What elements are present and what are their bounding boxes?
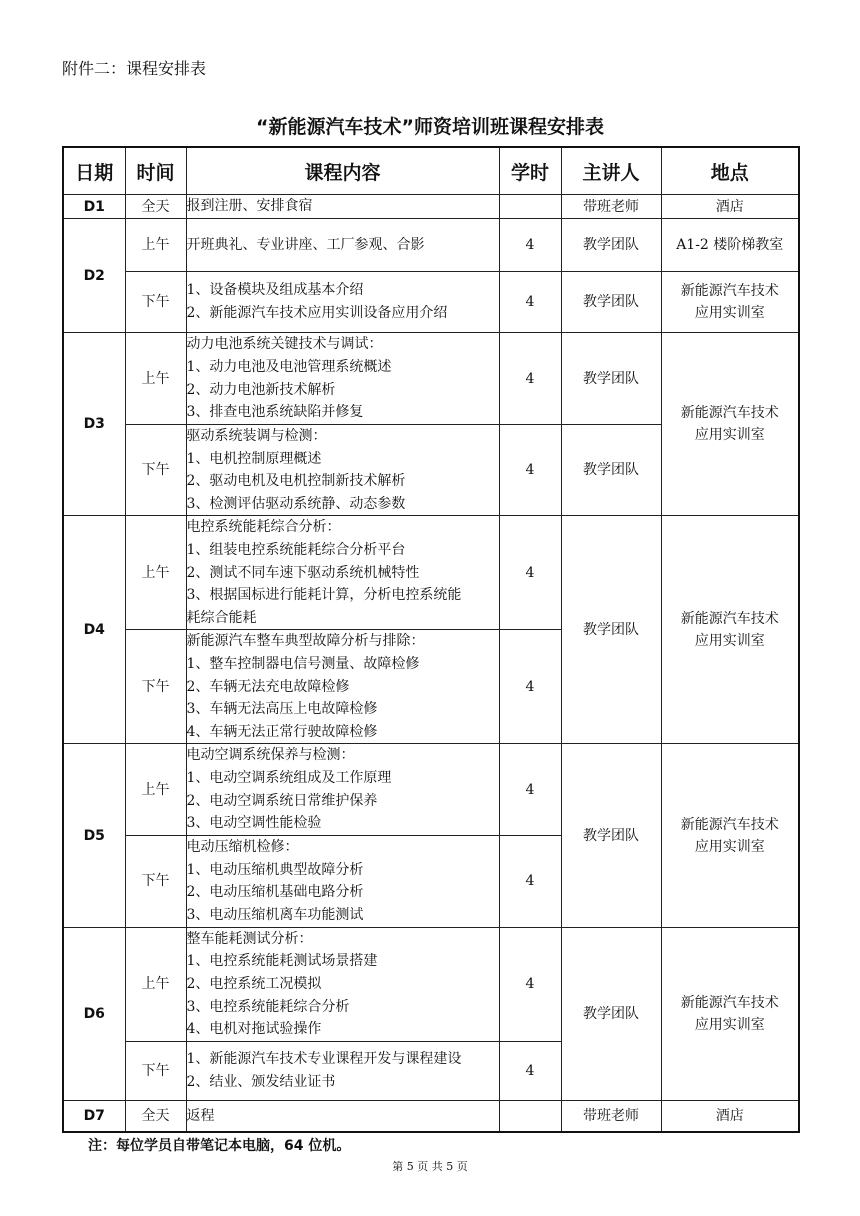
place-line: 新能源汽车技术 [680, 610, 779, 627]
content-line: 1、电动压缩机典型故障分析 [186, 861, 364, 878]
time-cell: 下午 [125, 835, 186, 927]
content-line: 2、结业、颁发结业证书 [186, 1073, 336, 1090]
content-line: 4、电机对拖试验操作 [186, 1021, 322, 1038]
place-line: 应用实训室 [694, 838, 765, 855]
footnote: 注：每位学员自带笔记本电脑，64 位机。 [88, 1138, 351, 1154]
teacher-cell: 教学团队 [561, 272, 661, 333]
time-cell: 下午 [125, 1041, 186, 1100]
content-line: 驱动系统装调与检测： [186, 428, 327, 444]
table-row [63, 927, 799, 1041]
hours-cell: 4 [499, 219, 561, 272]
place-cell [661, 516, 799, 744]
content-line: 3、电动压缩机离车功能测试 [186, 906, 364, 923]
header-place: 地点 [661, 147, 799, 195]
content-line: 开班典礼、专业讲座、工厂参观、合影 [186, 236, 425, 253]
hours-cell: 4 [499, 333, 561, 425]
hours-cell: 4 [499, 927, 561, 1041]
content-line: 返程 [186, 1107, 215, 1124]
place-cell: 酒店 [661, 1100, 799, 1132]
table-row [63, 195, 799, 219]
day-cell: D7 [63, 1100, 125, 1132]
content-line: 1、电机控制原理概述 [186, 450, 322, 467]
content-line: 2、车辆无法充电故障检修 [186, 678, 350, 695]
teacher-cell: 带班老师 [561, 195, 661, 219]
content-line: 动力电池系统关键技术与调试： [186, 336, 383, 353]
hours-cell [499, 1100, 561, 1132]
day-cell: D2 [63, 219, 125, 333]
place-line: 新能源汽车技术 [680, 405, 779, 422]
content-line: 耗综合能耗 [186, 609, 257, 626]
day-cell: D1 [63, 195, 125, 219]
teacher-cell: 教学团队 [561, 744, 661, 927]
content-line: 3、根据国标进行能耗计算，分析电控系统能 [186, 587, 462, 604]
header-time: 时间 [125, 147, 186, 195]
place-line: 应用实训室 [694, 305, 765, 321]
content-line: 2、驱动电机及电机控制新技术解析 [186, 473, 406, 490]
table-row [63, 1100, 799, 1132]
content-cell [186, 219, 499, 272]
hours-cell: 4 [499, 272, 561, 333]
content-line: 1、电动空调系统组成及工作原理 [186, 769, 392, 786]
time-cell: 上午 [125, 744, 186, 835]
content-line: 整车能耗测试分析： [186, 930, 313, 947]
table-row [63, 516, 799, 630]
place-line: 应用实训室 [694, 632, 765, 649]
content-line: 2、电动压缩机基础电路分析 [186, 884, 364, 901]
teacher-cell: 带班老师 [561, 1100, 661, 1132]
content-line: 3、车辆无法高压上电故障检修 [186, 701, 378, 718]
content-line: 2、电动空调系统日常维护保养 [186, 792, 378, 809]
content-cell [186, 630, 499, 744]
content-line: 1、设备模块及组成基本介绍 [186, 282, 364, 299]
content-line: 3、排查电池系统缺陷并修复 [186, 404, 364, 421]
place-line: 应用实训室 [694, 427, 765, 444]
page-footer: 第 5 页 共 5 页 [392, 1160, 468, 1173]
content-line: 1、新能源汽车技术专业课程开发与课程建设 [186, 1051, 462, 1068]
hours-cell: 4 [499, 630, 561, 744]
place-line: 新能源汽车技术 [680, 994, 779, 1011]
hours-cell: 4 [499, 835, 561, 927]
time-cell: 上午 [125, 219, 186, 272]
table-row [63, 272, 799, 333]
place-cell [661, 333, 799, 516]
content-line: 3、电控系统能耗综合分析 [186, 998, 350, 1015]
content-line: 电动空调系统保养与检测： [186, 747, 355, 764]
content-line: 新能源汽车整车典型故障分析与排除： [186, 633, 425, 650]
day-cell: D6 [63, 927, 125, 1100]
table-row [63, 744, 799, 835]
header-content: 课程内容 [186, 147, 499, 195]
teacher-cell: 教学团队 [561, 219, 661, 272]
table-header-row [63, 147, 799, 195]
content-cell [186, 1041, 499, 1100]
content-cell [186, 516, 499, 630]
content-line: 2、新能源汽车技术应用实训设备应用介绍 [186, 305, 448, 321]
attachment-label: 附件二：课程安排表 [62, 59, 207, 78]
header-hours: 学时 [499, 147, 561, 195]
header-day: 日期 [63, 147, 125, 195]
content-line: 4、车辆无法正常行驶故障检修 [186, 723, 378, 740]
place-cell [661, 927, 799, 1100]
teacher-cell: 教学团队 [561, 333, 661, 425]
content-line: 电控系统能耗综合分析： [186, 519, 341, 536]
day-cell: D4 [63, 516, 125, 744]
content-line: 3、检测评估驱动系统静、动态参数 [186, 495, 406, 512]
teacher-cell: 教学团队 [561, 425, 661, 516]
time-cell: 上午 [125, 516, 186, 630]
content-line: 1、整车控制器电信号测量、故障检修 [186, 655, 420, 672]
content-cell [186, 195, 499, 219]
place-cell [661, 744, 799, 927]
hours-cell [499, 195, 561, 219]
content-cell [186, 835, 499, 927]
content-line: 电动压缩机检修： [186, 839, 299, 856]
teacher-cell: 教学团队 [561, 516, 661, 744]
table-row [63, 219, 799, 272]
time-cell: 上午 [125, 333, 186, 425]
schedule-table [62, 146, 800, 1133]
hours-cell: 4 [499, 425, 561, 516]
content-line: 2、动力电池新技术解析 [186, 381, 336, 398]
place-cell [661, 272, 799, 333]
day-cell: D5 [63, 744, 125, 927]
day-cell: D3 [63, 333, 125, 516]
place-line: 新能源汽车技术 [680, 816, 779, 833]
time-cell: 全天 [125, 1100, 186, 1132]
hours-cell: 4 [499, 1041, 561, 1100]
place-cell: 酒店 [661, 195, 799, 219]
place-line: 新能源汽车技术 [680, 283, 779, 299]
content-line: 2、电控系统工况模拟 [186, 975, 322, 992]
content-cell [186, 744, 499, 835]
hours-cell: 4 [499, 516, 561, 630]
teacher-cell: 教学团队 [561, 927, 661, 1100]
content-line: 1、组装电控系统能耗综合分析平台 [186, 541, 406, 558]
document-title: “新能源汽车技术”师资培训班课程安排表 [256, 116, 604, 138]
time-cell: 全天 [125, 195, 186, 219]
table-row [63, 333, 799, 425]
content-cell [186, 425, 499, 516]
time-cell: 下午 [125, 425, 186, 516]
content-line: 1、电控系统能耗测试场景搭建 [186, 953, 378, 970]
content-cell [186, 333, 499, 425]
time-cell: 下午 [125, 272, 186, 333]
content-cell [186, 272, 499, 333]
content-line: 2、测试不同车速下驱动系统机械特性 [186, 564, 420, 581]
time-cell: 上午 [125, 927, 186, 1041]
content-line: 报到注册、安排食宿 [186, 198, 313, 215]
content-cell [186, 1100, 499, 1132]
content-line: 3、电动空调性能检验 [186, 815, 322, 832]
content-line: 1、动力电池及电池管理系统概述 [186, 358, 392, 375]
content-cell [186, 927, 499, 1041]
time-cell: 下午 [125, 630, 186, 744]
place-cell: A1-2 楼阶梯教室 [661, 219, 799, 272]
hours-cell: 4 [499, 744, 561, 835]
place-line: 应用实训室 [694, 1016, 765, 1033]
header-teacher: 主讲人 [561, 147, 661, 195]
